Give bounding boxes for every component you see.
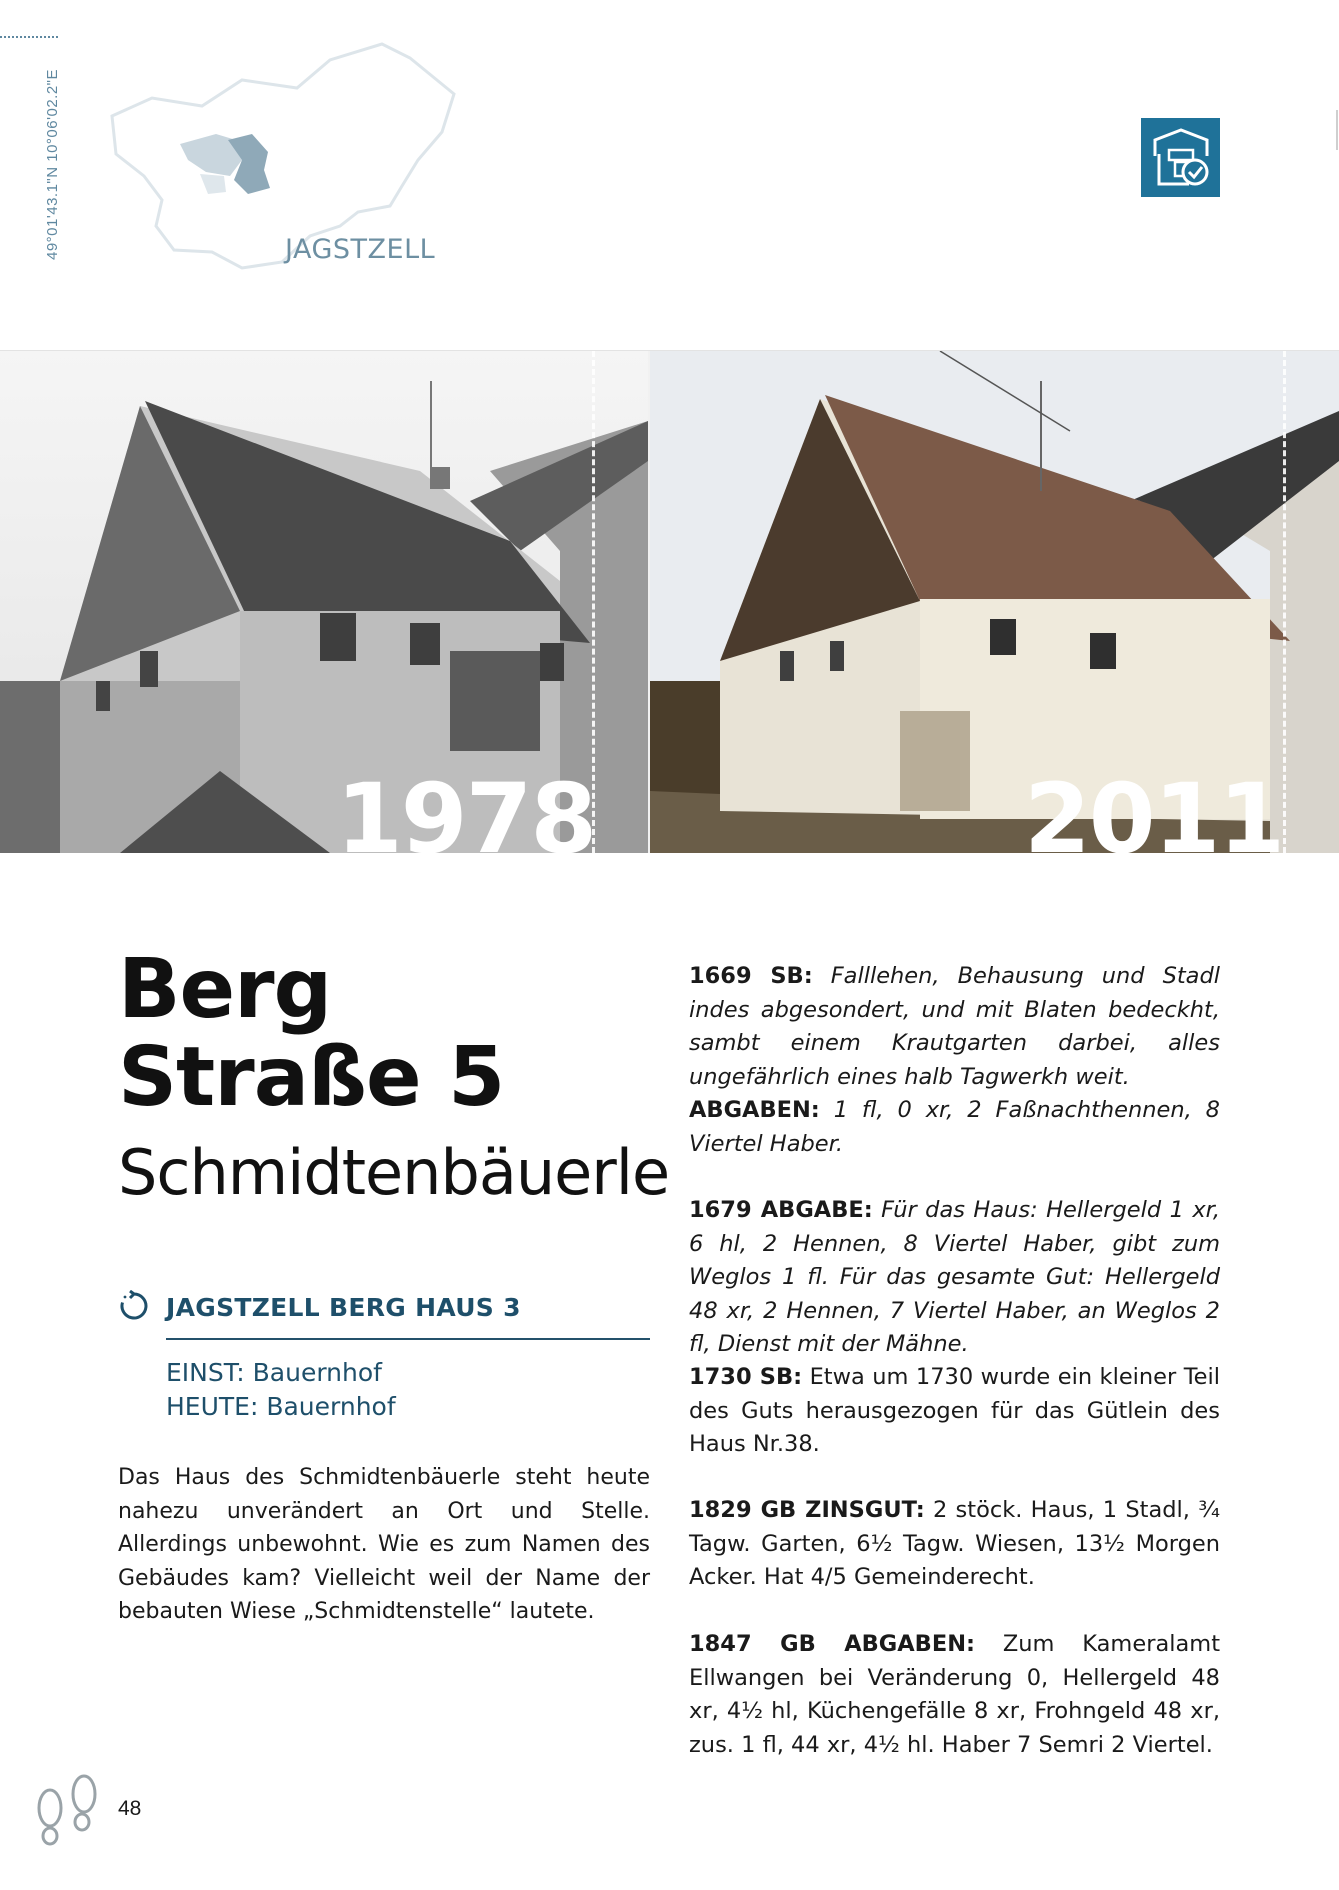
entry-label: 1730 SB: <box>689 1364 803 1390</box>
entry-1669 <box>689 960 1220 1094</box>
title-line-2: Straße 5 <box>118 1030 505 1125</box>
entry-1679 <box>689 1194 1220 1362</box>
entry-1730 <box>689 1361 1220 1462</box>
gps-coordinates: 49°01'43.1"N 10°06'02.2"E <box>44 68 61 260</box>
location-map <box>92 36 468 276</box>
coordinate-dotted-rule <box>0 36 58 38</box>
barn-check-icon <box>1149 126 1213 190</box>
photo-divider-dashed-right <box>1283 351 1286 853</box>
entry-text: 2 stöck. Haus, 1 Stadl, ¾ Tagw. Garten, 6½ Tagw. Wiesen, 13½ Morgen Acker. Hat 4/5 Gemeinderecht. <box>689 1497 1220 1590</box>
entry-text: Zum Kameralamt Ellwangen bei Veränderung 0, Hellergeld 48 xr, 4½ hl, Küchengefälle 8 xr, Frohngeld 48 xr, zus. 1 fl, 44 xr, 4½ hl. Haber 7 Semri 2 Viertel. <box>689 1631 1221 1758</box>
entry-text: Etwa um 1730 wurde ein kleiner Teil des Guts herausgezogen für das Gütlein des Haus Nr.38. <box>689 1364 1221 1457</box>
edge-divider <box>1336 110 1338 150</box>
title-line-1: Berg <box>118 942 332 1037</box>
year-label-2011: 2011 <box>1024 763 1284 853</box>
history-icon <box>118 1290 150 1322</box>
entry-label: 1679 ABGABE: <box>689 1197 873 1223</box>
entry-label: 1829 GB ZINSGUT: <box>689 1497 925 1523</box>
footprints-icon <box>30 1770 106 1850</box>
status-einst: EINST: Bauernhof <box>166 1358 382 1387</box>
entry-label: ABGABEN: <box>689 1097 820 1123</box>
page-number: 48 <box>118 1797 142 1820</box>
entry-text: Falllehen, Behausung und Stadl indes abgesondert, und mit Blaten bedeckht, sambt einem Krautgarten darbei, alles ungefährlich eines halb Tagwerkh weit. <box>689 963 1220 1090</box>
history-heading: JAGSTZELL BERG HAUS 3 <box>166 1293 521 1322</box>
page-subtitle: Schmidtenbäuerle <box>118 1136 670 1209</box>
entry-1847 <box>689 1628 1220 1762</box>
entry-text: Für das Haus: Hellergeld 1 xr, 6 hl, 2 Hennen, 8 Viertel Haber, gibt zum Weglos 1 fl. Für das gesamte Gut: Hellergeld 48 xr, 2 Hennen, 7 Viertel Haber, an Weglos 2 fl, Dienst mit der Mähne. <box>689 1197 1220 1357</box>
year-label-1978: 1978 <box>336 763 596 853</box>
status-heute: HEUTE: Bauernhof <box>166 1392 396 1421</box>
page-title <box>118 942 505 1125</box>
photo-comparison <box>0 350 1339 853</box>
history-divider <box>166 1338 650 1340</box>
entry-text: 1 fl, 0 xr, 2 Faßnachthennen, 8 Viertel Haber. <box>689 1097 1220 1157</box>
entry-label: 1669 SB: <box>689 963 813 989</box>
entry-1829 <box>689 1494 1220 1595</box>
barn-badge <box>1141 118 1220 197</box>
entry-abgaben <box>689 1094 1220 1161</box>
intro-paragraph: Das Haus des Schmidtenbäuerle steht heute nahezu unverändert an Ort und Stelle. Allerdings unbewohnt. Wie es zum Namen des Gebäudes kam? Vielleicht weil der Name der bebauten Wiese „Schmidtenstelle“ lautete. <box>118 1465 650 1624</box>
photo-1978 <box>0 351 648 853</box>
entry-label: 1847 GB ABGABEN: <box>689 1631 976 1657</box>
map-label: JAGSTZELL <box>285 234 436 265</box>
photo-2011 <box>650 351 1339 853</box>
